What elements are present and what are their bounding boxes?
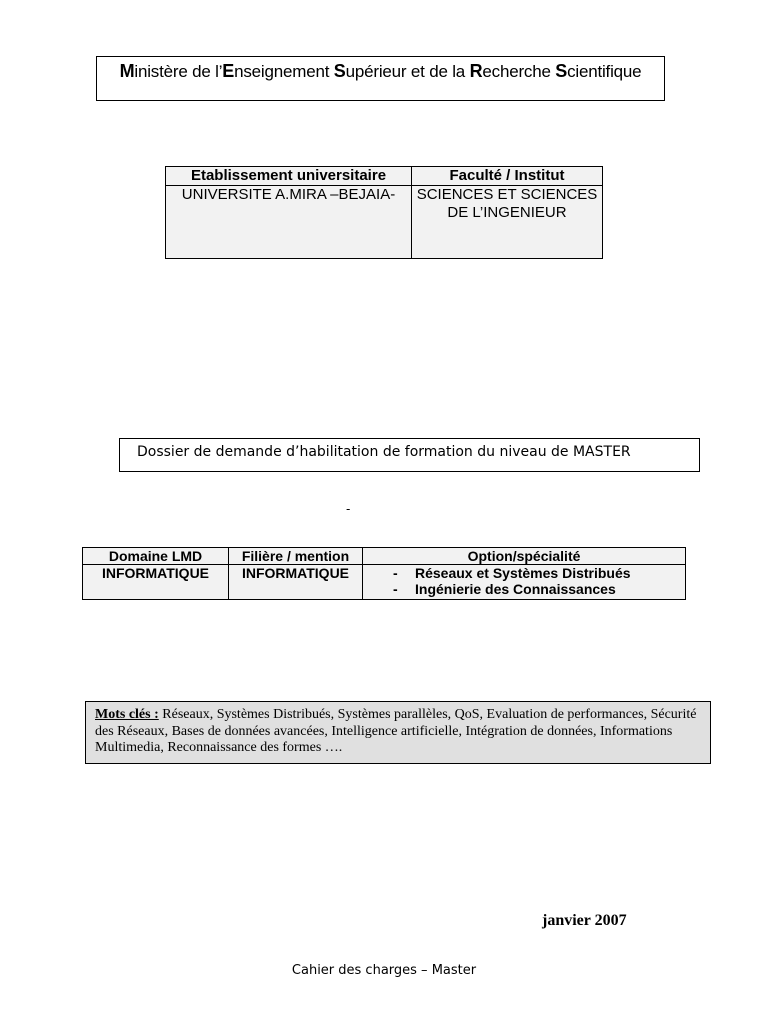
page-footer: Cahier des charges – Master — [291, 963, 477, 978]
cell-universite: UNIVERSITE A.MIRA –BEJAIA- — [166, 186, 412, 259]
header-domaine: Domaine LMD — [83, 548, 229, 565]
option-label: Ingénierie des Connaissances — [415, 581, 616, 597]
table-header-row — [166, 167, 603, 186]
option-label: Réseaux et Systèmes Distribués — [415, 565, 631, 581]
list-item — [393, 565, 681, 581]
ministry-text: inistère de l’ — [134, 62, 223, 81]
bullet-dash: - — [393, 565, 398, 581]
header-option: Option/spécialité — [363, 548, 686, 565]
bullet-dash: - — [393, 581, 398, 597]
ministry-initial: M — [119, 61, 135, 81]
keywords-label: Mots clés : — [95, 707, 159, 722]
separator-dash: - — [346, 502, 351, 516]
cell-faculte: SCIENCES ET SCIENCES DE L’INGENIEUR — [412, 186, 603, 259]
document-date: janvier 2007 — [542, 912, 627, 929]
table-header-row — [83, 548, 686, 565]
cell-options — [363, 565, 686, 600]
keywords-text: Réseaux, Systèmes Distribués, Systèmes parallèles, QoS, Evaluation de performances, Sécurité des Réseaux, Bases de données avancées, Intelligence artificielle, Intégration de données, Informations Multimedia, Reconnaissance des formes …. — [95, 707, 697, 755]
keywords-box — [85, 701, 711, 764]
establishment-table — [165, 166, 603, 259]
ministry-initial: R — [469, 61, 483, 81]
cell-domaine: INFORMATIQUE — [83, 565, 229, 600]
table-row — [83, 565, 686, 600]
ministry-text: upérieur et de la — [345, 62, 470, 81]
ministry-initial: S — [555, 61, 568, 81]
ministry-text: echerche — [482, 62, 556, 81]
ministry-initial: E — [222, 61, 235, 81]
list-item — [393, 581, 681, 597]
options-list — [367, 565, 681, 597]
lmd-table — [82, 547, 686, 600]
table-row — [166, 186, 603, 259]
ministry-header — [96, 56, 665, 101]
ministry-initial: S — [333, 61, 346, 81]
header-filiere: Filière / mention — [229, 548, 363, 565]
dossier-title-box: Dossier de demande d’habilitation de formation du niveau de MASTER — [119, 438, 700, 472]
ministry-text: cientifique — [567, 62, 642, 81]
header-etablissement: Etablissement universitaire — [166, 167, 412, 186]
cell-filiere: INFORMATIQUE — [229, 565, 363, 600]
header-faculte: Faculté / Institut — [412, 167, 603, 186]
ministry-text: nseignement — [234, 62, 334, 81]
